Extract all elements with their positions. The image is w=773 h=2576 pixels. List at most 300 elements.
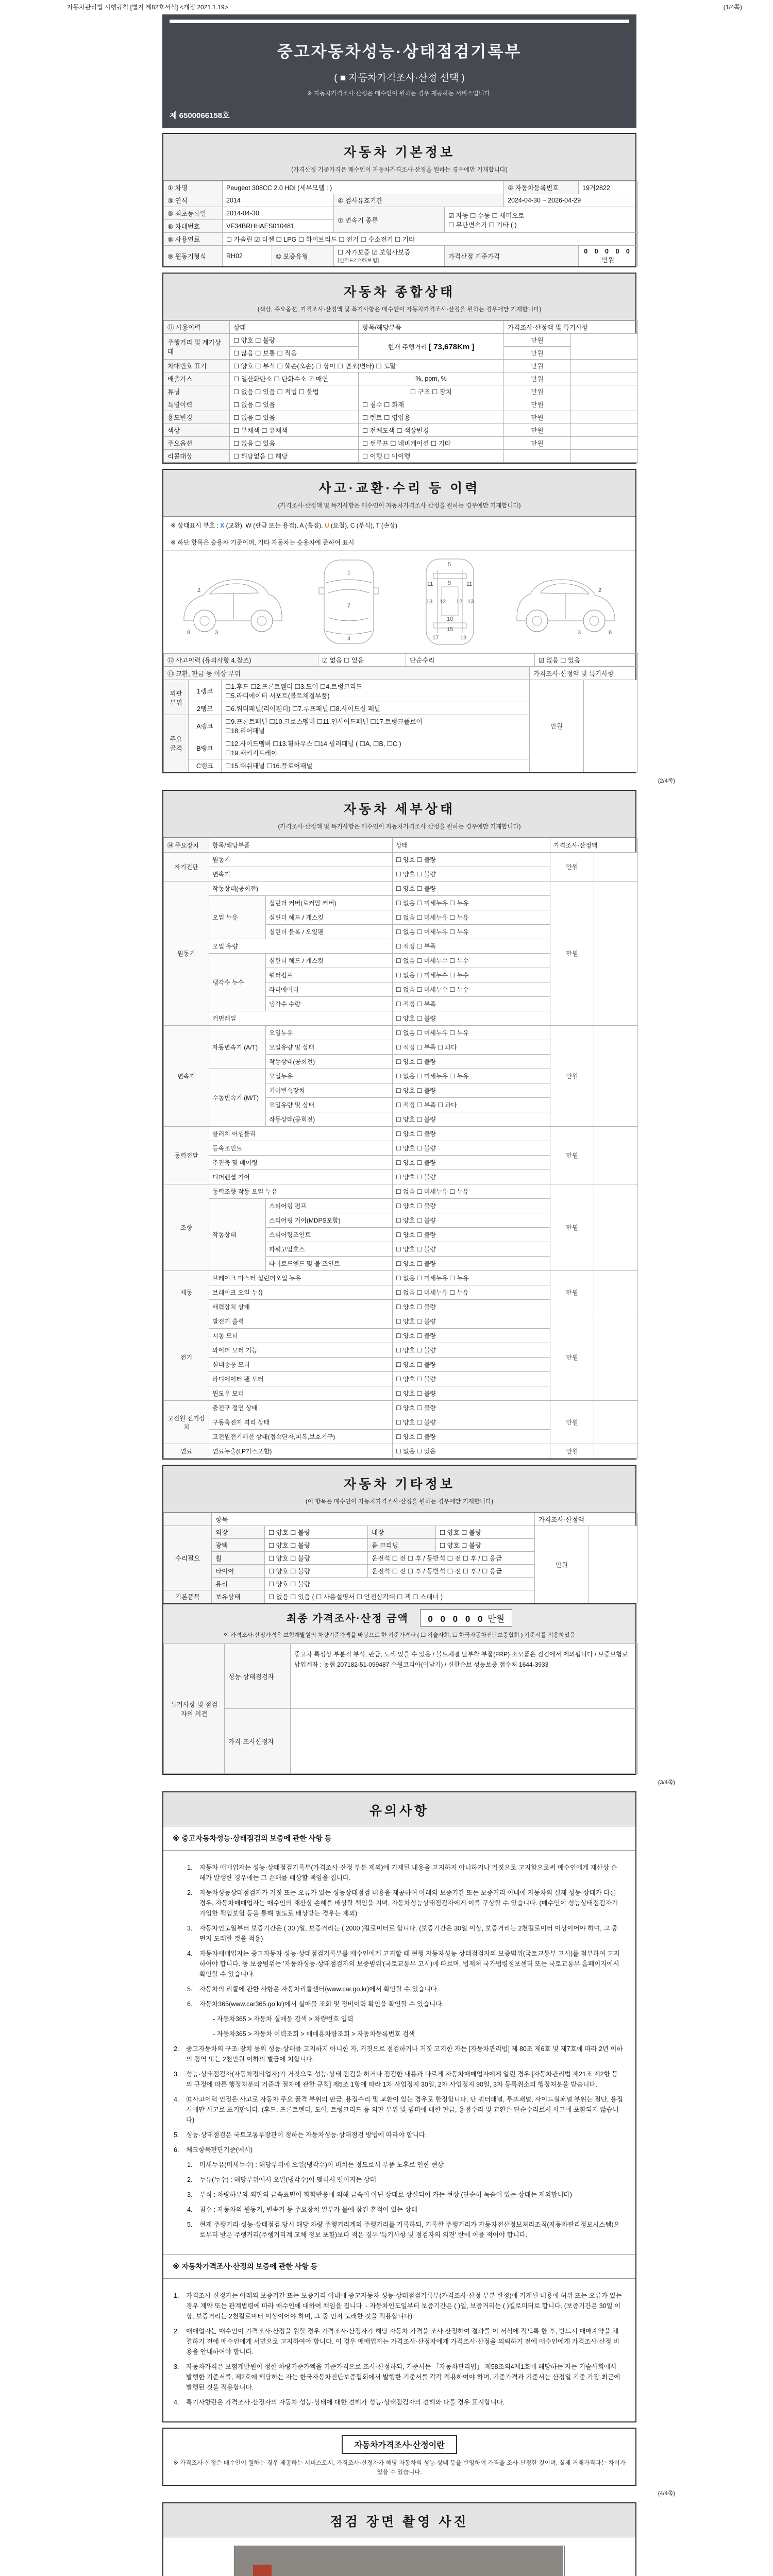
item-label: 작동상태(공회전)	[266, 1055, 393, 1069]
notice-item: 1. 미세누유(미세누수) : 해당부위에 오일(냉각수)이 비치는 정도로서 부품 노후로 인한 현상	[187, 2161, 444, 2168]
notice-block2-heading: ※ 자동차가격조사·산정의 보증에 관한 사항 등	[163, 2254, 635, 2279]
sub-group-label: 냉각수 누수	[209, 954, 266, 1011]
status-checkboxes: ☐ 없음 ☐ 미세누수 ☐ 누수	[393, 968, 550, 982]
detail-status-table	[163, 838, 638, 1459]
status-checkboxes: ☐ 양호 ☐ 불량	[393, 1170, 550, 1184]
wheel-label: 휠	[212, 1552, 265, 1565]
notes-cell	[571, 334, 638, 360]
simple-repair-label: 단순수리	[406, 654, 535, 667]
rankB-items: ☐12.사이드멤버 ☐13.휠하우스 ☐14.필러패널 ( ☐A, ☐B, ☐C ) ☐19.패키지트레이	[222, 737, 530, 759]
sub-group-label: 자동변속기 (A/T)	[209, 1026, 266, 1069]
status-checkboxes: ☐ 양호 ☐ 불량	[393, 1112, 550, 1127]
notes-cell	[571, 424, 638, 437]
device-group-label: 동력전달	[164, 1127, 209, 1184]
sub-group-label: 오일 누유	[209, 896, 266, 939]
status-checkboxes: ☐ 없음 ☐ 미세누수 ☐ 누수	[393, 982, 550, 997]
status-checkboxes: ☐ 양호 ☐ 불량	[393, 1083, 550, 1098]
mileage-item: 현재 주행거리 [ 73,678Km ]	[359, 334, 504, 360]
status-code-legend: ※ 상태표시 부호 : X (교환), W (판금 또는 용접), A (흠집), U (요철), C (부식), T (손상)	[163, 517, 635, 534]
rank1-items: ☐1.후드 ☐2.프론트휀더 ☐3.도어 ☐4.트렁크리드 ☐5.라디에이터 서포트(볼트체결부품)	[222, 680, 530, 702]
col-status: 상태	[230, 321, 359, 334]
svg-text:12: 12	[440, 599, 446, 605]
tire-status: ☐ 양호 ☐ 불량	[265, 1565, 368, 1578]
legend-part: (교환),	[224, 522, 246, 529]
status-checkboxes: ☐ 양호 ☐ 불량	[393, 1386, 550, 1401]
wheel-status: ☐ 양호 ☐ 불량	[265, 1552, 368, 1565]
col-blank	[164, 1513, 212, 1526]
svg-text:3: 3	[578, 630, 581, 636]
car-side-right-diagram-icon	[512, 556, 621, 648]
svg-text:2: 2	[598, 587, 602, 594]
notes-cell	[594, 1184, 638, 1271]
rankC-items: ☐15.대쉬패널 ☐16.플로어패널	[222, 759, 530, 772]
svg-text:4: 4	[347, 636, 351, 642]
usage-change-item: ☐ 렌트 ☐ 영업용	[359, 411, 504, 424]
svg-text:7: 7	[347, 603, 351, 609]
basic-info-header	[163, 134, 635, 181]
accident-history-value: ☑ 없음 ☐ 있음	[318, 654, 406, 667]
device-group-label: 제동	[164, 1271, 209, 1314]
status-checkboxes: ☐ 없음 ☐ 미세누유 ☐ 누유	[393, 910, 550, 925]
fuel-label: ⑧ 사용연료	[164, 233, 223, 246]
notice-item: 1. 가격조사·산정자는 아래의 보증기간 또는 보증거리 이내에 중고자동차 성능·상태점검기록부(가격조사·산정 부분 한정)에 기재된 내용에 허위 또는 오류가 있는 경우 계약 또는 관계법령에 따라 매수인에 대하여 책임을 집니다. · 자동차인도일부터 보증기간은 ( )일, 보증거리는 ( )킬로미터로 합니다. (보증기간은 30일 이상, 보증거리는 2천킬로미터 이상이어야 하며, 그 중 먼저 도래한 것을 적용합니다)	[174, 2292, 622, 2320]
notes-cell	[594, 853, 638, 882]
detail-status-note: (가격조사·산정액 및 특기사항은 매수인이 자동차가격조사·산정을 원하는 경우에만 기재합니다)	[278, 824, 521, 830]
table-header-row	[164, 1513, 638, 1526]
final-price-strip	[163, 1603, 635, 1643]
usage-change-label: 용도변경	[164, 411, 230, 424]
item-label: 구동축전지 격리 상태	[209, 1415, 393, 1430]
other-info-header	[163, 1466, 635, 1513]
legend-part: X	[220, 522, 225, 529]
notice-block1-heading: ※ 중고자동차성능·상태점검의 보증에 관한 사항 등	[163, 1826, 635, 1851]
svg-text:1: 1	[347, 570, 351, 576]
table-row	[164, 398, 638, 411]
special-history-status: ☐ 없음 ☐ 있음	[230, 398, 359, 411]
room-cleaning-status: ☐ 양호 ☐ 불량	[436, 1539, 535, 1552]
other-info-table	[163, 1513, 638, 1603]
first-reg-value: 2014-04-30	[223, 207, 334, 220]
status-checkboxes: ☐ 양호 ☐ 불량	[393, 1300, 550, 1314]
notice-block2-list	[163, 2279, 635, 2421]
notice-item: 3. 성능·상태점검자(자동차정비업자)가 거짓으로 성능·상태 점검을 하거나 점검한 내용과 다르게 자동차매매업자에게 알린 경우 [자동차관리법 제21조 제2항 등의 규정에 따른 행정처분의 기준과 절차에 관한 규칙] 제5조 1항에 따라 1차 사업정지 30일, 2차 사업정지 90일, 3차 등록취소의 행정처분을 받습니다.	[174, 2071, 618, 2088]
rankB-label: B랭크	[189, 737, 222, 759]
status-checkboxes: ☐ 양호 ☐ 불량	[393, 1213, 550, 1228]
status-checkboxes: ☐ 양호 ☐ 불량	[393, 1343, 550, 1358]
main-frame-group: 주요골격	[164, 715, 189, 772]
legend-part: C	[350, 522, 355, 529]
final-price-note: 이 가격조사·산정가격은 보험개발원의 차량기준가액을 바탕으로 한 기준가격과 ( ☐ 기술사회, ☐ 한국자동차진단보증협회 ) 기준서를 적용하였음	[223, 1632, 576, 1638]
item-label: 추진축 및 베어링	[209, 1156, 393, 1170]
notice-item: 2. 누유(누수) : 해당부위에서 오일(냉각수)이 맺혀서 떨어지는 상태	[187, 2176, 376, 2183]
status-checkboxes: ☐ 적정 ☐ 부족 ☐ 과다	[393, 1098, 550, 1112]
notice-item: - 자동차365 > 자동차 실매물 검색 > 차량번호 입력	[213, 2015, 354, 2023]
recall-item: ☐ 이행 ☐ 미이행	[359, 450, 504, 463]
overall-status-title: 자동차 종합상태	[344, 285, 455, 299]
basic-info-section	[162, 133, 636, 267]
item-label: 스티어링 기어(MDPS포함)	[266, 1213, 393, 1228]
col-item: 항목/해당부품	[359, 321, 504, 334]
device-group-label: 자기진단	[164, 853, 209, 882]
device-group-label: 전기	[164, 1314, 209, 1401]
other-info-section	[162, 1465, 636, 1775]
repair-needed-group: 수리필요	[164, 1526, 212, 1590]
special-history-label: 특별이력	[164, 398, 230, 411]
status-checkboxes: ☐ 없음 ☐ 미세누유 ☐ 누유	[393, 925, 550, 939]
basic-items-group: 기본품목	[164, 1590, 212, 1603]
status-checkboxes: ☐ 적정 ☐ 부족	[393, 997, 550, 1011]
legend-note: ※ 하단 항목은 승용차 기준이며, 기타 자동차는 승용차에 준하여 표시	[163, 534, 635, 551]
status-checkboxes: ☐ 양호 ☐ 불량	[393, 1228, 550, 1242]
legend-part: (손상)	[379, 522, 398, 529]
notice-item: 2. 자동차성능상태점검자가 거짓 또는 오류가 있는 성능상태점검 내용을 제공하여 아래의 보증기간 또는 보증거리 이내에 자동차의 실제 성능·상태가 다른 경우, 자동차매매업자는 매수인의 재산상 손해를 배상할 책임을 지며, 자동차성능상태점검자에게 이를 구상할 수 있습니다. (매수인이 성능상태점검자가 가입한 책임보험 등을 통해 별도로 배상받는 경우는 제외)	[187, 1889, 618, 1917]
form-reference-row	[67, 3, 742, 11]
svg-text:12: 12	[456, 599, 463, 605]
notice-item: 4. 침수 : 자동차의 원동기, 변속기 등 주요장치 일부가 물에 잠긴 흔적이 있는 상태	[187, 2206, 417, 2213]
page-marker-2: (2/4쪽)	[658, 778, 675, 784]
price-cell: 만원	[504, 372, 571, 385]
status-checkboxes: ☐ 양호 ☐ 불량	[393, 1257, 550, 1271]
recall-status: ☐ 해당없음 ☐ 해당	[230, 450, 359, 463]
item-label: 원동기	[209, 853, 393, 867]
inspector-opinion-text: 중고차 특성상 부분적 부식, 판금, 도색 있을 수 있음 / 볼트체결 탈부착 부품(FRP)·소모품은 점검에서 제외됩니다 / 보증보험료 납입계좌 : 농협 207182-51-099487 수원코리아(이남기) / 신한손보 성능보증 접수처 1644-3933	[291, 1644, 638, 1709]
page-marker-1: (1/4쪽)	[723, 4, 742, 11]
price-cell: 만원	[550, 853, 594, 882]
notes-cell	[571, 411, 638, 424]
document-title-banner	[162, 14, 636, 128]
banner-rule	[170, 20, 629, 23]
notes-cell	[594, 1026, 638, 1127]
car-underbody-diagram-icon	[411, 556, 489, 648]
table-header-row	[164, 838, 638, 853]
device-group-label: 원동기	[164, 882, 209, 1026]
emission-label: 배출가스	[164, 372, 230, 385]
notice-item: 3. 자동차가격은 보험개발원이 정한 차량기준가액을 기준가격으로 조사·산정하되, 기준서는 「자동차관리법」 제58조의4제1호에 해당하는 자는 기술사회에서 발행한 기준서를, 제2호에 해당하는 자는 한국자동차진단보증협회에서 발행한 기준서를 각각 적용하여야 하며, 기준가격과 기준서는 산정일 기준 가장 최근에 발행된 것을 적용합니다.	[174, 2363, 620, 2391]
photos-title: 점검 장면 촬영 사진	[330, 2514, 469, 2529]
warranty-insurer: [신한EZ손해보험]	[338, 258, 379, 264]
accident-flag-table	[163, 653, 638, 667]
notes-cell	[571, 385, 638, 398]
notes-cell	[571, 360, 638, 372]
price-cell: 만원	[504, 334, 571, 347]
svg-text:8: 8	[609, 630, 612, 636]
table-row	[164, 450, 638, 463]
legend-part: (부식),	[355, 522, 376, 529]
form-reference: 자동차관리법 시행규칙 [별지 제82호서식] <개정 2021.1.19>	[67, 4, 228, 11]
status-checkboxes: ☐ 양호 ☐ 불량	[393, 1314, 550, 1329]
rank2-label: 2랭크	[189, 702, 222, 715]
simple-repair-value: ☑ 없음 ☐ 있음	[535, 654, 638, 667]
item-label: 오일누유	[266, 1069, 393, 1083]
item-label: 파워고압호스	[266, 1242, 393, 1257]
table-header-row	[164, 321, 638, 334]
vin-mark-status: ☐ 양호 ☐ 부식 ☐ 훼손(오손) ☐ 상이 ☐ 변조(변타) ☐ 도말	[230, 360, 504, 372]
item-label: 스티어링 펌프	[266, 1199, 393, 1213]
transmission-label: ⑦ 변속기 종류	[334, 207, 445, 233]
item-label: 오일유량 및 상태	[266, 1098, 393, 1112]
svg-text:13: 13	[467, 599, 474, 605]
tire-label: 타이어	[212, 1565, 265, 1578]
sub-group-label: 작동상태	[209, 1199, 266, 1271]
price-cell: 만원	[550, 1444, 594, 1459]
color-item: ☐ 전체도색 ☐ 색상변경	[359, 424, 504, 437]
detail-status-header	[163, 791, 635, 838]
item-label: 디퍼렌셜 기어	[209, 1170, 393, 1184]
accident-history-title: 사고·교환·수리 등 이력	[318, 481, 480, 496]
exchange-price-header: 가격조사·산정액 및 특기사항	[530, 667, 638, 680]
exchange-rank-table	[163, 667, 638, 772]
transmission-line2: ☐ 무단변속기 ☐ 기타 ( )	[448, 221, 517, 229]
item-label: 실내송풍 모터	[209, 1358, 393, 1372]
device-group-label: 변속기	[164, 1026, 209, 1127]
status-checkboxes: ☐ 양호 ☐ 불량	[393, 882, 550, 896]
price-cell: 만원	[530, 680, 584, 772]
notes-cell	[594, 1127, 638, 1184]
price-cell: 만원	[504, 347, 571, 360]
status-checkboxes: ☐ 양호 ☐ 불량	[393, 1156, 550, 1170]
legend-part: (흠집),	[303, 522, 325, 529]
inspection-label: ④ 검사유효기간	[334, 194, 504, 207]
svg-text:10: 10	[447, 616, 453, 622]
appraiser-label: 가격·조사산정자	[225, 1709, 291, 1774]
rankA-label: A랭크	[189, 715, 222, 737]
col-status: 상태	[393, 838, 550, 853]
price-cell: 만원	[550, 1026, 594, 1127]
svg-text:13: 13	[426, 599, 433, 605]
rankC-label: C랭크	[189, 759, 222, 772]
front-photo-illustration	[234, 2546, 563, 2576]
table-row	[164, 385, 638, 398]
fuel-checkboxes: ☐ 가솔린 ☑ 디젤 ☐ LPG ☐ 하이브리드 ☐ 전기 ☐ 수소전기 ☐ 기타	[223, 233, 638, 246]
svg-text:3: 3	[215, 630, 219, 636]
mileage-status2: ☐ 많음 ☐ 보통 ☐ 적음	[230, 347, 359, 360]
legend-part: (판금 또는 용접),	[251, 522, 300, 529]
notes-cell	[584, 680, 638, 772]
detail-row	[164, 1401, 638, 1415]
item-label: 배력장치 상태	[209, 1300, 393, 1314]
room-cleaning-label: 룸 크리닝	[368, 1539, 436, 1552]
col-device: ⑭ 주요장치	[164, 838, 209, 853]
exterior-label: 외장	[212, 1526, 265, 1539]
status-checkboxes: ☐ 양호 ☐ 불량	[393, 1329, 550, 1343]
item-label: 등속조인트	[209, 1141, 393, 1156]
item-label: 동력조향 작동 오일 누유	[209, 1184, 393, 1199]
glass-label: 유리	[212, 1578, 265, 1590]
opinion-group-label: 특기사항 및 점검자의 의견	[164, 1644, 225, 1774]
photos-header	[163, 2503, 635, 2537]
price-cell: 만원	[504, 360, 571, 372]
status-checkboxes: ☐ 없음 ☐ 미세누유 ☐ 누유	[393, 1026, 550, 1040]
warranty-label: ⑩ 보증유형	[272, 246, 334, 266]
interior-label: 내장	[368, 1526, 436, 1539]
table-row	[164, 1526, 638, 1539]
item-label: 기어변속장치	[266, 1083, 393, 1098]
status-checkboxes: ☐ 없음 ☐ 미세누유 ☐ 누유	[393, 1285, 550, 1300]
inspection-value: 2024-04-30 ~ 2026-04-29	[504, 194, 638, 207]
first-reg-label: ⑤ 최초등록일	[164, 207, 223, 220]
engine-type-value: RH02	[223, 246, 272, 266]
svg-text:5: 5	[448, 562, 451, 568]
final-price-value: 0 0 0 0 0 만원	[420, 1609, 512, 1626]
color-status: ☐ 무채색 ☐ 유채색	[230, 424, 359, 437]
document-number: 제 6500066158호	[170, 111, 230, 120]
status-checkboxes: ☐ 양호 ☐ 불량	[393, 867, 550, 882]
table-row	[164, 1644, 638, 1709]
emission-status: ☐ 일산화탄소 ☐ 탄화수소 ☑ 매연	[230, 372, 359, 385]
price-survey-info-box	[162, 2428, 636, 2486]
status-checkboxes: ☐ 양호 ☐ 불량	[393, 1011, 550, 1026]
table-row	[164, 680, 638, 702]
table-row	[164, 246, 638, 266]
status-checkboxes: ☐ 없음 ☐ 미세누수 ☐ 누수	[393, 954, 550, 968]
item-label: 충전구 절연 상태	[209, 1401, 393, 1415]
notice-item: 5. 현재 주행거리·성능·상태점검 당시 해당 차량 주행거리계의 주행거리를 기록하되, 기록한 주행거리가 자동차전산정보처리조직(자동차관리정보시스템)으로부터 받은 주행거리(주행거리계 교체 정보 포함)보다 적은 경우 '특기사항 및 점검자의 의견' 란에 이를 적어야 합니다.	[187, 2221, 620, 2239]
exchange-header: ⑬ 교환, 판금 등 이상 부위	[164, 667, 530, 680]
device-group-label: 고전원 전기장치	[164, 1401, 209, 1444]
notes-cell	[589, 1526, 638, 1603]
table-row	[164, 360, 638, 372]
price-cell	[504, 450, 571, 463]
engine-type-label: ⑨ 원동기형식	[164, 246, 223, 266]
table-header-row	[164, 667, 638, 680]
detail-row	[164, 1184, 638, 1199]
inspection-photos-section	[162, 2502, 636, 2576]
notice-item: 2. 중고자동차의 구조·장치 등의 성능·상태를 고지하지 아니한 자, 거짓으로 점검하거나 거짓 고지한 자는 [자동차관리법] 제 80조 제6호 및 제7호에 따라 2년 이하의 징역 또는 2천만원 이하의 벌금에 처합니다.	[174, 2045, 623, 2063]
detail-row	[164, 882, 638, 896]
item-label: 타이로드엔드 및 볼 조인트	[266, 1257, 393, 1271]
notice-item: 1. 자동차 매매업자는 성능·상태점검기록부(가격조사·산정 부분 제외)에 기재된 내용을 고지하지 아니하거나 거짓으로 고지함으로써 매수인에게 재산상 손해가 발생한 경우에는 그 손해를 배상할 책임을 집니다.	[187, 1864, 617, 1882]
status-checkboxes: ☐ 양호 ☐ 불량	[393, 1242, 550, 1257]
options-status: ☐ 없음 ☐ 있음	[230, 437, 359, 450]
item-label: 브레이크 마스터 실린더오일 누유	[209, 1271, 393, 1285]
item-label: 실린더 블록 / 오일팬	[266, 925, 393, 939]
notes-cell	[594, 882, 638, 1026]
options-label: 주요옵션	[164, 437, 230, 450]
price-cell: 만원	[504, 424, 571, 437]
item-label: 오일누유	[266, 1026, 393, 1040]
item-label: 워터펌프	[266, 968, 393, 982]
transmission-checkboxes	[445, 207, 638, 233]
device-group-label: 조향	[164, 1184, 209, 1271]
price-cell: 만원	[504, 437, 571, 450]
col-item: 항목	[212, 1513, 535, 1526]
svg-text:8: 8	[187, 630, 191, 636]
table-row	[164, 411, 638, 424]
special-history-item: ☐ 침수 ☐ 화재	[359, 398, 504, 411]
status-checkboxes: ☐ 없음 ☐ 미세누유 ☐ 누유	[393, 1271, 550, 1285]
year-label: ③ 연식	[164, 194, 223, 207]
item-label: 라디에이터 팬 모터	[209, 1372, 393, 1386]
table-row	[164, 424, 638, 437]
legend-part: T	[376, 522, 380, 529]
document-title: 중고자동차성능·상태점검기록부	[277, 43, 522, 61]
basic-info-title: 자동차 기본정보	[344, 145, 455, 160]
inspector-label: 성능·상태점검자	[225, 1644, 291, 1709]
col-price: 가격조사·산정액 및 특기사항	[504, 321, 638, 334]
status-checkboxes: ☐ 없음 ☐ 미세누유 ☐ 누유	[393, 1184, 550, 1199]
interior-status: ☐ 양호 ☐ 불량	[436, 1526, 535, 1539]
tire-positions: 운전석 ☐ 전 ☐ 후 / 동반석 ☐ 전 ☐ 후 / ☐ 응급	[368, 1565, 535, 1578]
options-item: ☐ 썬루프 ☐ 네비게이션 ☐ 기타	[359, 437, 504, 450]
table-row	[164, 1709, 638, 1774]
notice-item: 4. 자동차매매업자는 중고자동차 성능·상태점검기록부를 매수인에게 고지할 때 현행 자동차성능·상태점검자의 보증범위(국토교통부 고시)를 첨부하여 고지하여야 합니다. 동 보증범위는 '자동차성능·상태점검자의 보증범위'(국토교통부 고시)에 따르며, 법제처 국가법령정보센터 또는 국토교통부 홈페이지에서 확인할 수 있습니다.	[187, 1950, 620, 1978]
wheel-positions: 운전석 ☐ 전 ☐ 후 / 동반석 ☐ 전 ☐ 후 / ☐ 응급	[368, 1552, 535, 1565]
holding-status-label: 보유상태	[212, 1590, 265, 1603]
device-group-label: 연료	[164, 1444, 209, 1459]
item-label: 냉각수 수량	[266, 997, 393, 1011]
notice-item: 3. 자동차인도일부터 보증기간은 ( 30 )일, 보증거리는 ( 2000 )킬로미터로 합니다. (보증기간은 30일 이상, 보증거리는 2천킬로미터 이상이어야 하며, 그 중 먼저 도래한 것을 적용)	[187, 1925, 618, 1942]
basic-info-note: (가격산정 기준가격은 매수인이 자동차가격조사·산정을 원하는 경우에만 기재합니다)	[291, 167, 508, 173]
detail-status-section	[162, 790, 636, 1460]
rank2-items: ☐6.쿼터패널(리어휀더) ☐7.루프패널 ☐8.사이드실 패널	[222, 702, 530, 715]
notices-title: 유의사항	[369, 1804, 430, 1818]
status-checkboxes: ☐ 양호 ☐ 불량	[393, 1055, 550, 1069]
col-price: 가격조사·산정액	[535, 1513, 638, 1526]
status-checkboxes: ☐ 양호 ☐ 불량	[393, 1401, 550, 1415]
recall-label: 리콜대상	[164, 450, 230, 463]
price-cell: 만원	[550, 1401, 594, 1444]
price-survey-select: ( ■ 자동차가격조사·산정 선택 )	[334, 73, 465, 83]
holding-status-value: ☐ 없음 ☐ 있음 ( ☐ 사용설명서 ☐ 안전삼각대 ☐ 잭 ☐ 스패너 )	[265, 1590, 535, 1603]
accident-history-label: ⑫ 사고이력 (유의사항 4.참조)	[164, 654, 318, 667]
other-info-note: (이 항목은 매수인이 자동차가격조사·산정을 원하는 경우에만 기재합니다)	[306, 1499, 493, 1505]
base-price-label: 가격산정 기준가격	[445, 246, 579, 266]
detail-row	[164, 1271, 638, 1285]
rankA-items: ☐9.프론트패널 ☐10.크로스멤버 ☐11.인사이드패널 ☐17.트렁크플로어 ☐18.리어패널	[222, 715, 530, 737]
status-checkboxes: ☐ 양호 ☐ 불량	[393, 1199, 550, 1213]
detail-row	[164, 1026, 638, 1040]
notice-item: 3. 부식 : 차량하부와 외판의 금속표면이 화학반응에 의해 금속이 아닌 상태로 상실되어 가는 현상 (단순히 녹슬어 있는 상태는 제외합니다)	[187, 2191, 572, 2198]
status-checkboxes: ☐ 양호 ☐ 불량	[393, 1430, 550, 1444]
notices-section	[162, 1791, 636, 2422]
reg-no-value: 19거2822	[579, 181, 638, 194]
notice-block1-list	[163, 1851, 635, 2254]
table-row	[164, 194, 638, 207]
notice-item: 4. 특기사항란은 가격조사·산정자의 자동차 성능·상태에 대한 견해가 성능·상태점검자의 견해와 다를 경우 표시합니다.	[174, 2399, 505, 2406]
item-label: 스티어링조인트	[266, 1228, 393, 1242]
status-checkboxes: ☐ 양호 ☐ 불량	[393, 853, 550, 867]
status-checkboxes: ☐ 없음 ☐ 있음	[393, 1444, 550, 1459]
price-cell: 만원	[535, 1526, 589, 1603]
table-row	[164, 654, 638, 667]
notice-item: 6. 체크항목판단기준(예시)	[174, 2146, 253, 2154]
item-label: 브레이크 오일 누유	[209, 1285, 393, 1300]
accident-history-header	[163, 470, 635, 517]
price-survey-info-title: 자동차가격조사·산정이란	[342, 2435, 457, 2454]
warranty-checkboxes	[334, 246, 445, 266]
notes-cell	[571, 437, 638, 450]
glass-status: ☐ 양호 ☐ 불량	[265, 1578, 535, 1590]
col-price: 가격조사·산정액	[550, 838, 638, 853]
vin-mark-label: 차대번호 표기	[164, 360, 230, 372]
year-value: 2014	[223, 194, 334, 207]
legend-part: U	[324, 522, 329, 529]
detail-row	[164, 1444, 638, 1459]
item-label: 실린더 커버(로커암 커버)	[266, 896, 393, 910]
price-cell: 만원	[550, 1314, 594, 1401]
accident-history-note: (가격조사·산정액 및 특기사항은 매수인이 자동차가격조사·산정을 원하는 경우에만 기재합니다)	[278, 503, 521, 509]
transmission-line1: ☑ 자동 ☐ 수동 ☐ 세미오토	[448, 212, 525, 219]
table-row	[164, 207, 638, 220]
svg-text:11: 11	[466, 581, 473, 587]
price-cell: 만원	[550, 1271, 594, 1314]
table-row	[164, 334, 638, 347]
status-checkboxes: ☐ 양호 ☐ 불량	[393, 1141, 550, 1156]
item-label: 변속기	[209, 867, 393, 882]
col-usage: ⑪ 사용이력	[164, 321, 230, 334]
status-checkboxes: ☐ 없음 ☐ 미세누유 ☐ 누유	[393, 1069, 550, 1083]
legend-part: A	[299, 522, 304, 529]
